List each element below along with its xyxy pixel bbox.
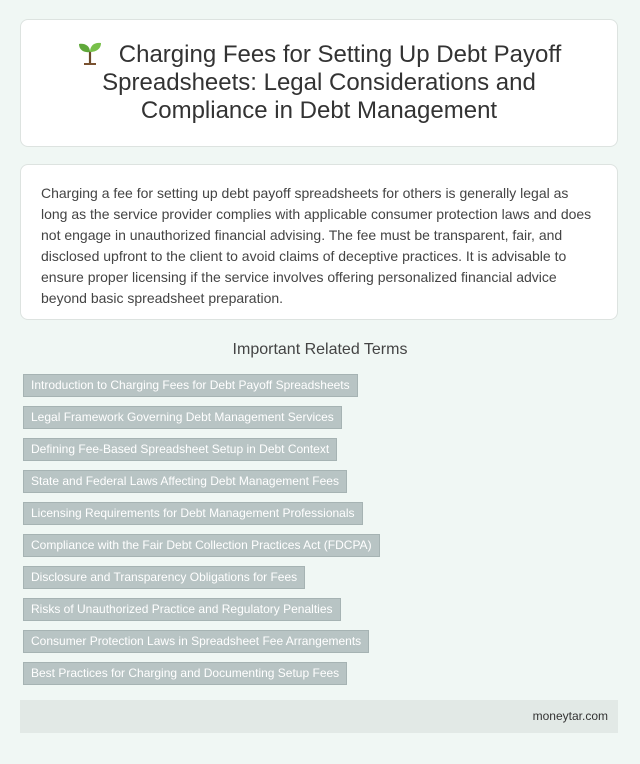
sprout-icon — [77, 41, 103, 65]
term-tag[interactable]: Legal Framework Governing Debt Management Services — [23, 406, 342, 429]
footer — [20, 700, 618, 733]
site-name[interactable]: moneytar.com — [532, 709, 608, 723]
term-tag[interactable]: Disclosure and Transparency Obligations for Fees — [23, 566, 305, 589]
page-title — [59, 41, 579, 125]
term-tag[interactable]: Consumer Protection Laws in Spreadsheet Fee Arrangements — [23, 630, 369, 653]
term-tag[interactable]: Compliance with the Fair Debt Collection Practices Act (FDCPA) — [23, 534, 380, 557]
page-title-text: Charging Fees for Setting Up Debt Payoff Spreadsheets: Legal Considerations and Compliance in Debt Management — [102, 41, 562, 124]
summary-text: Charging a fee for setting up debt payoff spreadsheets for others is generally legal as long as the service provider complies with applicable consumer protection laws and does not engage in unauthorized financial advising. The fee must be transparent, fair, and disclosed upfront to the client to avoid claims of deceptive practices. It is advisable to ensure proper licensing if the service involves offering personalized financial advice beyond basic spreadsheet preparation. — [41, 185, 592, 306]
term-tag[interactable]: Best Practices for Charging and Documenting Setup Fees — [23, 662, 347, 685]
term-tag[interactable]: Risks of Unauthorized Practice and Regulatory Penalties — [23, 598, 341, 621]
term-tag[interactable]: State and Federal Laws Affecting Debt Management Fees — [23, 470, 347, 493]
title-card — [20, 19, 618, 147]
term-tag[interactable]: Introduction to Charging Fees for Debt Payoff Spreadsheets — [23, 374, 358, 397]
term-tag[interactable]: Licensing Requirements for Debt Management Professionals — [23, 502, 363, 525]
term-tag[interactable]: Defining Fee-Based Spreadsheet Setup in Debt Context — [23, 438, 337, 461]
related-terms-heading: Important Related Terms — [232, 341, 408, 358]
summary-card — [20, 164, 618, 320]
related-terms-list — [23, 374, 619, 694]
